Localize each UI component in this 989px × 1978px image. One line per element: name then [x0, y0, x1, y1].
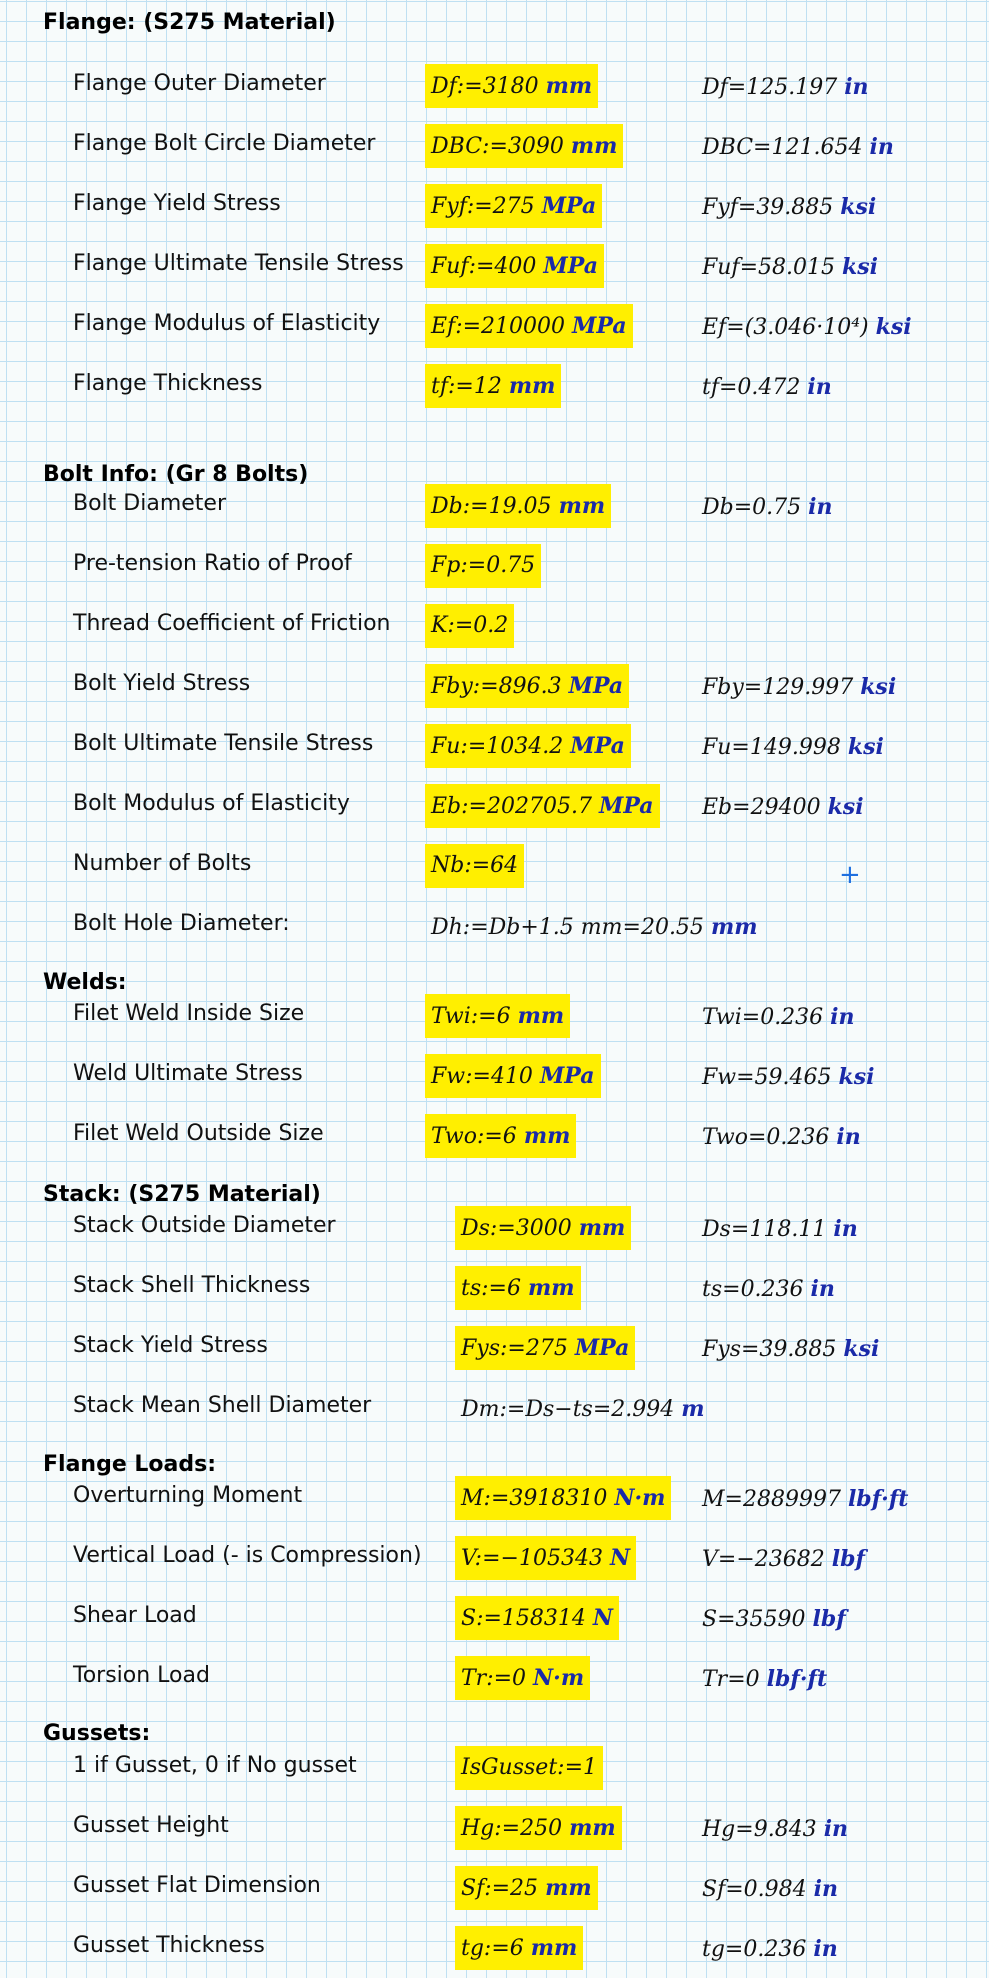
input-expr: Sf:=25: [461, 1876, 539, 1901]
input-expr: Fuf:=400: [431, 254, 537, 279]
input-region[interactable]: [455, 1926, 583, 1970]
input-region[interactable]: [425, 664, 629, 708]
input-region[interactable]: [455, 1476, 671, 1520]
crosshair-cursor-icon: +: [839, 860, 861, 890]
input-region[interactable]: [455, 1866, 598, 1910]
input-unit: N·m: [533, 1665, 585, 1691]
result-unit: in: [807, 374, 832, 400]
result-unit: lbf: [812, 1606, 846, 1632]
result-expr: Ds=118.11: [702, 1217, 827, 1242]
result-expr: Hg=9.843: [702, 1817, 817, 1842]
input-expr: Ef:=210000: [431, 314, 566, 339]
input-region[interactable]: [425, 64, 598, 108]
input-expr: Fyf:=275: [431, 194, 535, 219]
row-label: Bolt Hole Diameter:: [73, 911, 290, 936]
result-region[interactable]: [702, 254, 878, 280]
result-region[interactable]: [702, 1666, 827, 1692]
input-region[interactable]: [425, 184, 602, 228]
result-region[interactable]: [702, 194, 876, 220]
result-expr: V=−23682: [702, 1547, 825, 1572]
calc-unit: mm: [710, 914, 758, 940]
result-unit: ksi: [842, 254, 878, 280]
result-unit: in: [869, 134, 894, 160]
input-region[interactable]: [425, 604, 514, 648]
result-unit: in: [844, 74, 869, 100]
input-region[interactable]: [455, 1596, 619, 1640]
row-label: Flange Outer Diameter: [73, 71, 326, 96]
result-expr: Fuf=58.015: [702, 255, 835, 280]
row-label: Thread Coefficient of Friction: [73, 611, 391, 636]
result-expr: S=35590: [702, 1607, 806, 1632]
result-region[interactable]: [702, 134, 894, 160]
result-region[interactable]: [702, 1546, 865, 1572]
result-region[interactable]: [702, 1486, 908, 1512]
result-expr: ts=0.236: [702, 1277, 804, 1302]
row-label: Gusset Height: [73, 1813, 229, 1838]
input-region[interactable]: [425, 1114, 576, 1158]
result-unit: in: [823, 1816, 849, 1842]
row-label: Flange Modulus of Elasticity: [73, 311, 381, 336]
result-unit: in: [813, 1936, 838, 1962]
input-region[interactable]: [455, 1206, 631, 1250]
input-unit: MPa: [574, 1335, 630, 1361]
input-unit: mm: [508, 373, 556, 399]
input-region[interactable]: [455, 1746, 603, 1790]
input-unit: mm: [523, 1123, 571, 1149]
result-unit: in: [830, 1004, 855, 1030]
row-label: Weld Ultimate Stress: [73, 1061, 303, 1086]
input-expr: DBC:=3090: [431, 134, 564, 159]
row-label: Flange Bolt Circle Diameter: [73, 131, 376, 156]
input-expr: M:=3918310: [461, 1486, 608, 1511]
input-unit: MPa: [539, 1063, 595, 1089]
input-expr: Fby:=896.3: [431, 674, 562, 699]
input-unit: MPa: [541, 193, 597, 219]
row-label: Number of Bolts: [73, 851, 252, 876]
result-region[interactable]: [702, 1336, 879, 1362]
input-region[interactable]: [455, 1806, 622, 1850]
result-region[interactable]: [702, 1276, 835, 1302]
input-expr: Db:=19.05: [431, 494, 552, 519]
result-expr: Ef=(3.046·10⁴): [702, 315, 869, 340]
result-expr: Fu=149.998: [702, 735, 841, 760]
row-label: Bolt Modulus of Elasticity: [73, 791, 350, 816]
input-region[interactable]: [425, 784, 660, 828]
input-expr: Fu:=1034.2: [431, 734, 564, 759]
result-expr: Twi=0.236: [702, 1005, 824, 1030]
input-expr: Fp:=0.75: [431, 553, 536, 578]
result-expr: Fys=39.885: [702, 1337, 837, 1362]
result-region[interactable]: [702, 1004, 855, 1030]
calc-expr: Dh:=Db+1.5 mm=20.55: [431, 915, 704, 940]
input-region[interactable]: [425, 484, 611, 528]
result-region[interactable]: [702, 1064, 875, 1090]
row-label: Shear Load: [73, 1603, 197, 1628]
row-label: Torsion Load: [73, 1663, 210, 1688]
input-expr: Twi:=6: [431, 1004, 511, 1029]
result-expr: Fw=59.465: [702, 1065, 832, 1090]
input-expr: Ds:=3000: [461, 1216, 572, 1241]
input-unit: MPa: [572, 313, 627, 339]
input-expr: Two:=6: [431, 1124, 517, 1149]
input-expr: Fys:=275: [461, 1336, 568, 1361]
calc-expr: Dm:=Ds−ts=2.994: [461, 1397, 675, 1422]
input-unit: MPa: [570, 733, 625, 759]
input-region[interactable]: [425, 1054, 601, 1098]
section-flange: Flange: (S275 Material): [43, 10, 336, 35]
result-expr: tf=0.472: [702, 375, 801, 400]
section-stack: Stack: (S275 Material): [43, 1182, 321, 1207]
result-unit: lbf·ft: [766, 1666, 828, 1692]
row-label: Filet Weld Inside Size: [73, 1001, 305, 1026]
input-region[interactable]: [425, 724, 631, 768]
result-expr: Df=125.197: [702, 75, 838, 100]
calc-region[interactable]: [431, 914, 758, 940]
result-unit: ksi: [860, 674, 897, 700]
calc-region[interactable]: [461, 1396, 705, 1422]
row-label: Gusset Thickness: [73, 1933, 265, 1958]
result-expr: Fby=129.997: [702, 675, 854, 700]
result-unit: in: [833, 1216, 858, 1242]
section-gussets: Gussets:: [43, 1721, 151, 1746]
row-label: Flange Thickness: [73, 371, 263, 396]
result-region[interactable]: [702, 1936, 838, 1962]
section-loads: Flange Loads:: [43, 1452, 217, 1477]
input-region[interactable]: [455, 1326, 635, 1370]
result-region[interactable]: [702, 74, 869, 100]
input-expr: ts:=6: [461, 1276, 521, 1301]
input-unit: mm: [545, 73, 593, 99]
row-label: Stack Yield Stress: [73, 1333, 268, 1358]
result-region[interactable]: [702, 494, 833, 520]
input-unit: mm: [570, 133, 618, 159]
input-unit: MPa: [543, 253, 598, 279]
input-region[interactable]: [425, 844, 524, 888]
result-unit: lbf·ft: [847, 1486, 909, 1512]
input-expr: Df:=3180: [431, 74, 539, 99]
section-bolt: Bolt Info: (Gr 8 Bolts): [43, 462, 309, 487]
row-label: Overturning Moment: [73, 1483, 303, 1508]
result-region[interactable]: [702, 1124, 861, 1150]
calc-unit: m: [681, 1396, 705, 1422]
input-expr: tg:=6: [461, 1936, 524, 1961]
input-region[interactable]: [455, 1536, 636, 1580]
row-label: Bolt Yield Stress: [73, 671, 251, 696]
row-label: Pre-tension Ratio of Proof: [73, 551, 352, 576]
result-unit: ksi: [843, 1336, 880, 1362]
result-expr: Tr=0: [702, 1667, 760, 1692]
input-expr: tf:=12: [431, 374, 502, 399]
row-label: Flange Yield Stress: [73, 191, 281, 216]
result-expr: tg=0.236: [702, 1937, 807, 1962]
result-unit: in: [810, 1276, 835, 1302]
result-unit: ksi: [838, 1064, 875, 1090]
row-label: Filet Weld Outside Size: [73, 1121, 324, 1146]
input-unit: MPa: [598, 793, 654, 819]
input-expr: S:=158314: [461, 1606, 586, 1631]
result-expr: Sf=0.984: [702, 1877, 807, 1902]
input-unit: mm: [569, 1815, 616, 1841]
row-label: Flange Ultimate Tensile Stress: [73, 251, 404, 276]
result-region[interactable]: [702, 794, 864, 820]
result-unit: lbf: [831, 1546, 865, 1572]
input-region[interactable]: [425, 244, 604, 288]
input-unit: mm: [545, 1875, 592, 1901]
input-unit: mm: [517, 1003, 565, 1029]
row-label: Stack Outside Diameter: [73, 1213, 336, 1238]
input-region[interactable]: [425, 544, 541, 588]
result-unit: in: [836, 1124, 861, 1150]
input-unit: N: [609, 1545, 631, 1571]
result-unit: in: [813, 1876, 838, 1902]
row-label: Gusset Flat Dimension: [73, 1873, 321, 1898]
row-label: Vertical Load (- is Compression): [73, 1543, 422, 1568]
section-welds: Welds:: [43, 970, 127, 995]
row-label: Stack Shell Thickness: [73, 1273, 311, 1298]
input-region[interactable]: [455, 1266, 581, 1310]
input-region[interactable]: [455, 1656, 590, 1700]
result-region[interactable]: [702, 1876, 838, 1902]
result-expr: Db=0.75: [702, 495, 802, 520]
result-region[interactable]: [702, 1816, 848, 1842]
result-region[interactable]: [702, 374, 832, 400]
result-unit: ksi: [847, 734, 884, 760]
result-expr: DBC=121.654: [702, 135, 863, 160]
input-unit: mm: [578, 1215, 626, 1241]
input-region[interactable]: [425, 364, 561, 408]
result-region[interactable]: [702, 734, 884, 760]
input-expr: Fw:=410: [431, 1064, 533, 1089]
input-unit: N·m: [614, 1485, 666, 1511]
row-label: Stack Mean Shell Diameter: [73, 1393, 372, 1418]
input-expr: K:=0.2: [431, 613, 509, 638]
row-label: Bolt Diameter: [73, 491, 226, 516]
result-expr: M=2889997: [702, 1487, 841, 1512]
input-expr: Nb:=64: [431, 853, 519, 878]
input-expr: V:=−105343: [461, 1546, 603, 1571]
input-unit: N: [592, 1605, 614, 1631]
result-region[interactable]: [702, 1606, 846, 1632]
input-expr: Hg:=250: [461, 1816, 563, 1841]
result-region[interactable]: [702, 674, 896, 700]
result-unit: in: [808, 494, 833, 520]
input-expr: IsGusset:=1: [461, 1755, 598, 1780]
input-expr: Eb:=202705.7: [431, 794, 592, 819]
result-unit: ksi: [875, 314, 912, 340]
result-expr: Eb=29400: [702, 795, 821, 820]
input-expr: Tr:=0: [461, 1666, 527, 1691]
row-label: 1 if Gusset, 0 if No gusset: [73, 1753, 357, 1778]
input-unit: MPa: [568, 673, 624, 699]
input-unit: mm: [530, 1935, 578, 1961]
input-region[interactable]: [425, 304, 633, 348]
result-region[interactable]: [702, 1216, 858, 1242]
input-unit: mm: [527, 1275, 575, 1301]
result-expr: Two=0.236: [702, 1125, 830, 1150]
result-expr: Fyf=39.885: [702, 195, 834, 220]
input-region[interactable]: [425, 124, 623, 168]
result-region[interactable]: [702, 314, 912, 340]
input-region[interactable]: [425, 994, 570, 1038]
input-unit: mm: [558, 493, 606, 519]
result-unit: ksi: [827, 794, 864, 820]
row-label: Bolt Ultimate Tensile Stress: [73, 731, 374, 756]
result-unit: ksi: [840, 194, 877, 220]
